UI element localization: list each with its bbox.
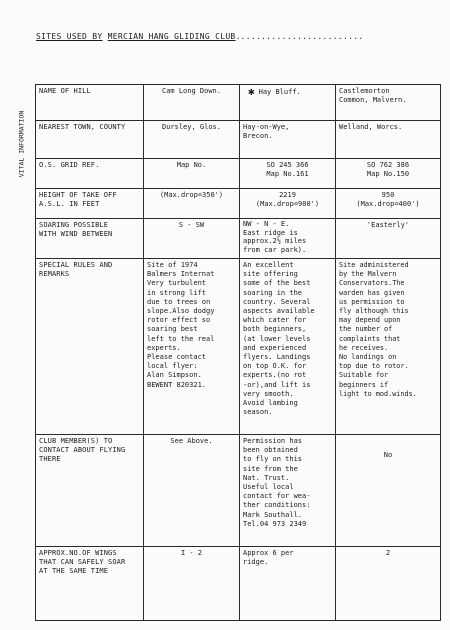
castlemorton-wings: 2 (336, 547, 441, 621)
row-height (36, 189, 441, 219)
row-special-rules (36, 259, 441, 435)
cam-long-down-contact: See Above. (144, 435, 240, 547)
row-wings (36, 547, 441, 621)
row-nearest-town (36, 121, 441, 159)
castlemorton-remarks: Site administered by the Malvern Conservators.The warden has given us permission to fly although this may depend upon the number of complaints that he receives. No landings on top due to rotor. Suitable for beginners if light to mod.winds. (336, 259, 441, 435)
hay-bluff-wings: Approx 6 per ridge. (240, 547, 336, 621)
title-dots: ......................... (235, 32, 364, 41)
asterisk-mark-icon: ✱ (248, 85, 255, 98)
cam-long-down-name: Cam Long Down. (144, 85, 240, 121)
hay-bluff-grid: SO 245 366 Map No.161 (240, 159, 336, 189)
row-club-contact (36, 435, 441, 547)
hay-bluff-wind: NW - N - E. East ridge is approx.2½ miles from car park). (240, 219, 336, 259)
cam-long-down-town: Dursley, Glos. (144, 121, 240, 159)
castlemorton-wind: 'Easterly' (336, 219, 441, 259)
row-grid-ref (36, 159, 441, 189)
label-club-contact: CLUB MEMBER(S) TO CONTACT ABOUT FLYING THERE (36, 435, 144, 547)
cam-long-down-grid: Map No. (144, 159, 240, 189)
label-special-rules: SPECIAL RULES AND REMARKS (36, 259, 144, 435)
cam-long-down-wind: S - SW (144, 219, 240, 259)
cam-long-down-remarks: Site of 1974 Balmers Internat Very turbulent in strong lift due to trees on slope.Also dodgy rotor effect so soaring best left to the real experts. Please contact local flyer: Alan Simpson. BEWENT 820321. (144, 259, 240, 435)
castlemorton-grid: SO 762 386 Map No.150 (336, 159, 441, 189)
hay-bluff-town: Hay-on-Wye, Brecon. (240, 121, 336, 159)
club-name: MERCIAN HANG GLIDING CLUB (107, 32, 236, 41)
castlemorton-contact: No (336, 435, 441, 547)
hay-bluff-remarks: An excellent site offering some of the best soaring in the country. Several aspects available which cater for both beginners, (at lower levels and experienced flyers. Landings on top O.K. for experts.(no rot -or),and lift is very smooth. Avoid lambing season. (240, 259, 336, 435)
castlemorton-name: Castlemorton Common, Malvern. (336, 85, 441, 121)
label-grid-ref: O.S. GRID REF. (36, 159, 144, 189)
label-nearest-town: NEAREST TOWN, COUNTY (36, 121, 144, 159)
hay-bluff-name-cell (240, 85, 336, 121)
title-prefix: SITES USED BY (36, 32, 103, 41)
hay-bluff-contact: Permission has been obtained to fly on this site from the Nat. Trust. Useful local contact for wea- ther conditions: Mark Southall. Tel.04 973 2349 (240, 435, 336, 547)
label-wings: APPROX.NO.OF WINGS THAT CAN SAFELY SOAR AT THE SAME TIME (36, 547, 144, 621)
page-title (36, 32, 363, 41)
vital-information-label (12, 110, 32, 178)
cam-long-down-wings: I - 2 (144, 547, 240, 621)
vital-information-text: VITAL INFORMATION (17, 110, 26, 178)
castlemorton-height: 950 (Max.drop≏400') (336, 189, 441, 219)
label-soaring-wind: SOARING POSSIBLE WITH WIND BETWEEN (36, 219, 144, 259)
hay-bluff-name: Hay Bluff. (258, 88, 301, 96)
row-soaring-wind (36, 219, 441, 259)
hay-bluff-height: 2219 (Max.drop≏900') (240, 189, 336, 219)
label-name-of-hill: NAME OF HILL (36, 85, 144, 121)
row-name-of-hill (36, 85, 441, 121)
cam-long-down-height: (Max.drop≏350') (144, 189, 240, 219)
sites-table (35, 84, 441, 621)
castlemorton-town: Welland, Worcs. (336, 121, 441, 159)
label-height: HEIGHT OF TAKE OFF A.S.L. IN FEET (36, 189, 144, 219)
